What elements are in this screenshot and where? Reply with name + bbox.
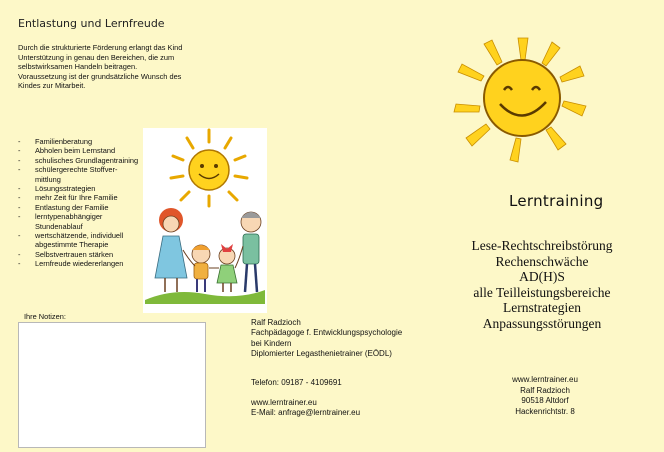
topic-item: Rechenschwäche <box>495 253 589 269</box>
contact-line: Diplomierter Legasthenietrainer (EÖDL) <box>251 349 392 359</box>
contact-block <box>251 318 402 360</box>
boy-figure <box>192 245 210 292</box>
list-item: - wertschätzende, individuell <box>18 231 143 240</box>
topic-item: Anpassungsstörungen <box>482 315 602 331</box>
family-illustration <box>143 128 267 313</box>
family-sun-drawing <box>143 128 267 313</box>
address-block <box>470 375 620 417</box>
sun-drawing <box>448 30 598 170</box>
list-item: - Selbstvertrauen stärken <box>18 250 143 259</box>
topic-item: alle Teilleistungsbereiche <box>473 284 611 300</box>
topic-item: Lernstrategien <box>503 300 581 315</box>
grass <box>145 290 265 304</box>
list-item: Stundenablauf <box>35 221 83 231</box>
contact-line: Fachpädagoge f. Entwicklungspsychologie <box>251 328 403 338</box>
list-item: - mehr Zeit für Ihre Familie <box>18 193 143 202</box>
web-contact <box>251 398 360 418</box>
sun-face <box>484 60 560 136</box>
email-link[interactable]: E-Mail: anfrage@lerntrainer.eu <box>251 408 361 417</box>
list-item: - schulisches Grundlagentraining <box>18 156 143 165</box>
brand-title: Lerntraining <box>509 192 604 210</box>
list-item: - Familienberatung <box>18 137 143 146</box>
website-link[interactable]: www.lerntrainer.eu <box>251 398 317 407</box>
list-item: - Lösungsstrategien <box>18 184 143 193</box>
topic-item: AD(H)S <box>519 269 565 284</box>
list-item: - lerntypenabhängiger <box>18 212 143 221</box>
address-line: 90518 Altdorf <box>521 396 569 405</box>
list-item: - Abholen beim Lernstand <box>18 146 143 155</box>
contact-line: bei Kindern <box>251 338 292 348</box>
intro-line: Durch die strukturierte Förderung erlangt das Kind <box>18 43 183 52</box>
left-panel-title: Entlastung und Lernfreude <box>18 17 165 30</box>
notes-label: Ihre Notizen: <box>24 312 66 321</box>
contact-line: Ralf Radzioch <box>251 318 301 327</box>
phone-number: Telefon: 09187 - 4109691 <box>251 378 342 387</box>
list-item: - schülergerechte Stoffver- <box>18 165 143 174</box>
intro-text <box>18 43 218 91</box>
intro-line: Kindes zur Mitarbeit. <box>18 81 86 91</box>
sun-illustration <box>448 30 598 170</box>
website-link[interactable]: www.lerntrainer.eu <box>512 375 578 384</box>
benefits-list <box>18 137 143 269</box>
list-item: - Lernfreude wiedererlangen <box>18 259 143 268</box>
topic-item: Lese-Rechtschreibstörung <box>471 238 613 253</box>
intro-line: selbstwirksamen Handeln beitragen. <box>18 62 138 72</box>
intro-line: Unterstützung in genau den Bereichen, die zum <box>18 52 175 62</box>
sun-face <box>189 150 229 190</box>
address-line: Ralf Radzioch <box>520 385 570 395</box>
girl-figure <box>217 244 237 292</box>
topics-list <box>432 238 652 331</box>
list-item: - Entlastung der Familie <box>18 203 143 212</box>
list-item: mittlung <box>35 174 61 184</box>
notes-box <box>18 322 206 448</box>
father-figure <box>241 212 261 292</box>
mother-figure <box>155 208 187 292</box>
intro-line: Voraussetzung ist der grundsätzliche Wunsch des <box>18 71 182 81</box>
address-line: Hackenrichtstr. 8 <box>515 406 575 416</box>
list-item: abgestimmte Therapie <box>35 240 109 250</box>
